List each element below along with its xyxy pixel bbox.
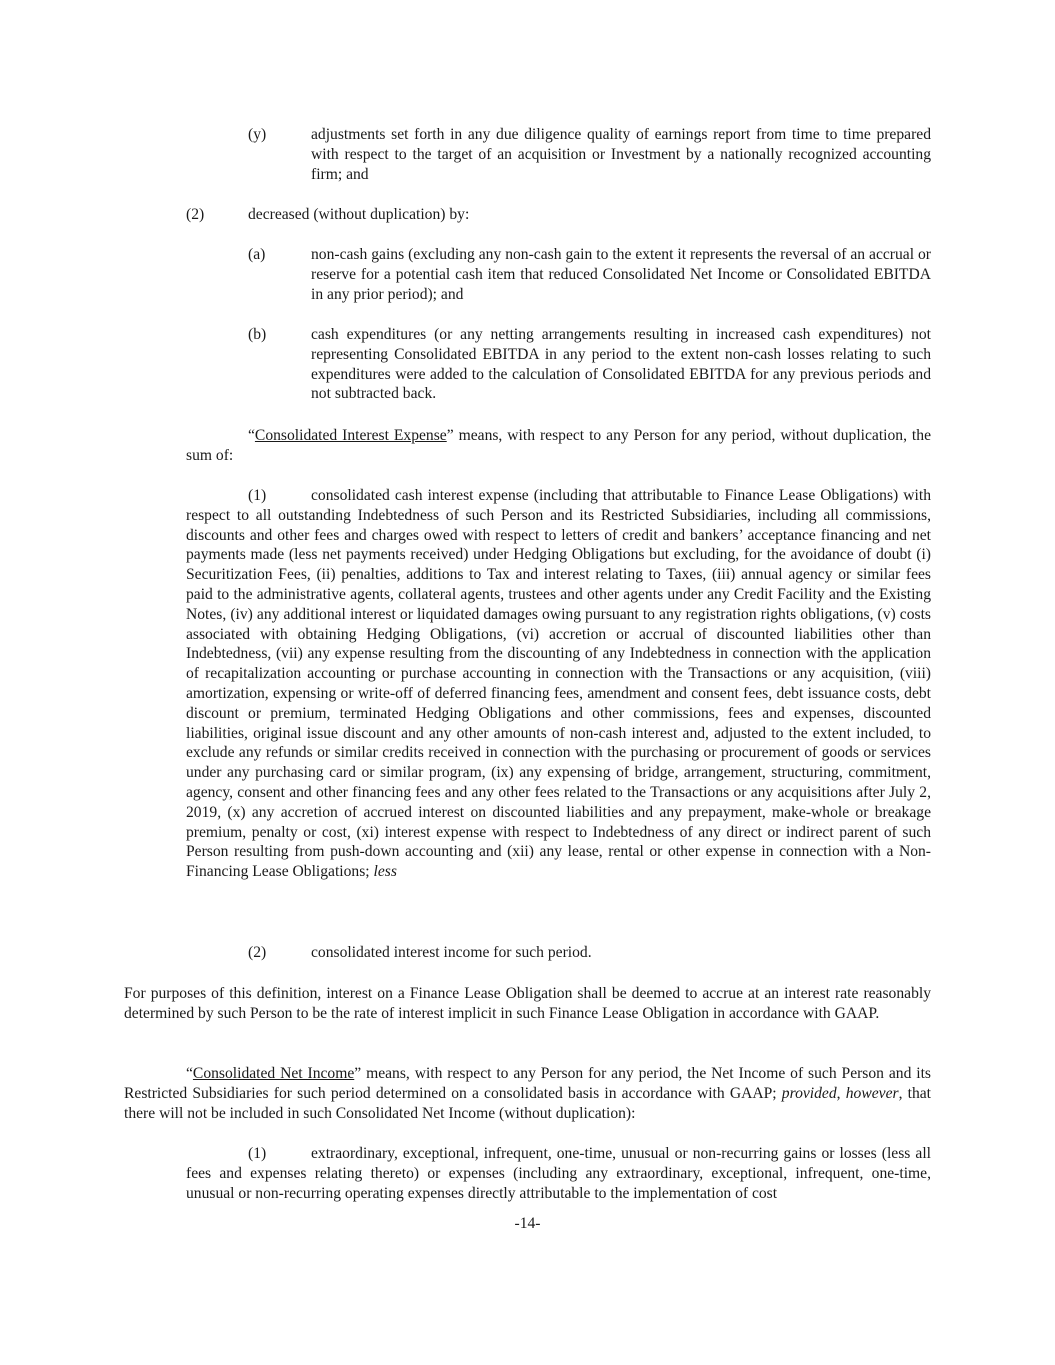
close-quote: ” (354, 1065, 362, 1082)
item-text: adjustments set forth in any due diligence quality of earnings report from time to time prepared with respect to the target of an acquisition or Investment by a nationally recognized accounting firm; and (311, 126, 931, 183)
item-text: consolidated cash interest expense (including that attributable to Finance Lease Obligations) with respect to all outstanding Indebtedness of such Person and its Restricted Subsidiaries, including all commissions, discounts and other fees and charges owed with respect to letters of credit and bankers’ acceptance financing and net payments made (less net payments received) under Hedging Obligations but excluding, for the avoidance of doubt (i) Securitization Fees, (ii) penalties, additions to Tax and interest relating to Taxes, (iii) annual agency or similar fees paid to the administrative agents, collateral agents, trustees and other agents under any Credit Facility and the Existing Notes, (iv) any additional interest or liquidated damages owing pursuant to any registration rights obligations, (v) costs associated with obtaining Hedging Obligations, (vi) accretion or accrual of discounted liabilities other than Indebtedness, (vii) any expense resulting from the discounting of any Indebtedness in connection with the application of recapitalization accounting or purchase accounting in connection with the Transactions or any acquisition, (viii) amortization, expensing or write-off of deferred financing fees, amendment and consent fees, debt issuance costs, debt discount or premium, terminated Hedging Obligations and other commissions, fees and expenses, discounted liabilities, original issue discount and any other amounts of non-cash interest and, adjusted to the extent included, to exclude any refunds or similar credits received in connection with the purchasing or procurement of goods or services under any purchasing card or similar program, (ix) any expensing of bridge, arrangement, structuring, commitment, agency, consent and other financing fees and any other fees related to the Transactions or any acquisitions after July 2, 2019, (x) any accretion of accrued interest on discounted liabilities and any prepayment, make-whole or breakage premium, penalty or cost, (xi) interest expense with respect to Indebtedness of any direct or indirect parent of such Person resulting from push-down accounting and (xii) any lease, rental or other expense in connection with a Non-Financing Lease Obligations; (186, 487, 931, 881)
italic-however: however (845, 1084, 899, 1102)
item-label: (a) (248, 246, 266, 263)
item-text: consolidated interest income for such period. (311, 944, 592, 961)
italic-provided: provided (781, 1084, 837, 1102)
list-item-b (248, 325, 931, 404)
definition-text-cont: , that there will not be included in such Consolidated Net Income (without duplication): (124, 1084, 932, 1122)
defined-term: Consolidated Interest Expense (254, 427, 447, 444)
open-quote: “ (186, 1065, 193, 1082)
list-item-cie-2 (186, 943, 931, 963)
paragraph-for-purposes: For purposes of this definition, interest on a Finance Lease Obligation shall be deemed to accrue at an interest rate reasonably determined by such Person to be the rate of interest implicit in such Finance Lease Obligation in accordance with GAAP. (124, 985, 931, 1022)
item-text: decreased (without duplication) by: (248, 206, 470, 223)
list-item-a (248, 245, 931, 304)
definition-consolidated-interest-expense (186, 426, 931, 466)
item-text: extraordinary, exceptional, infrequent, one-time, unusual or non-recurring gains or losses (less all fees and expenses relating thereto) or expenses (including any extraordinary, exceptional, infrequent, one-time, unusual or non-recurring operating expenses directly attributable to the implementation of cost (186, 1145, 931, 1202)
item-label: (1) (248, 1145, 267, 1162)
item-label: (2) (248, 944, 267, 961)
list-item-cie-1 (186, 486, 931, 882)
list-item-2-decreased (186, 205, 931, 225)
item-text-italic: less (373, 863, 397, 881)
item-label: (b) (248, 326, 267, 343)
item-label: (1) (248, 487, 267, 504)
item-text: non-cash gains (excluding any non-cash gain to the extent it represents the reversal of an accrual or reserve for a potential cash item that reduced Consolidated Net Income or Consolidated EBITDA in any prior period); and (311, 246, 931, 303)
item-label: (2) (186, 206, 205, 223)
page-number: -14- (514, 1215, 541, 1232)
open-quote: “ (248, 427, 255, 444)
list-item-y (248, 125, 931, 184)
close-quote: ” (446, 427, 454, 444)
comma: , (836, 1084, 846, 1102)
item-text: cash expenditures (or any netting arrangements resulting in increased cash expenditures) not representing Consolidated EBITDA in any period to the extent non-cash losses relating to such expenditures were added to the calculation of Consolidated EBITDA for any previous periods and not subtracted back. (311, 326, 931, 403)
definition-text: means, with respect to any Person for any period, without duplication, the sum of: (186, 427, 931, 464)
defined-term: Consolidated Net Income (192, 1065, 355, 1082)
item-label: (y) (248, 126, 267, 143)
definition-consolidated-net-income (124, 1064, 931, 1123)
definition-text: means, with respect to any Person for any period, the Net Income of such Person and its Restricted Subsidiaries for such period determined on a consolidated basis in accordance with GAAP; (124, 1065, 931, 1102)
list-item-cni-1 (186, 1144, 931, 1203)
